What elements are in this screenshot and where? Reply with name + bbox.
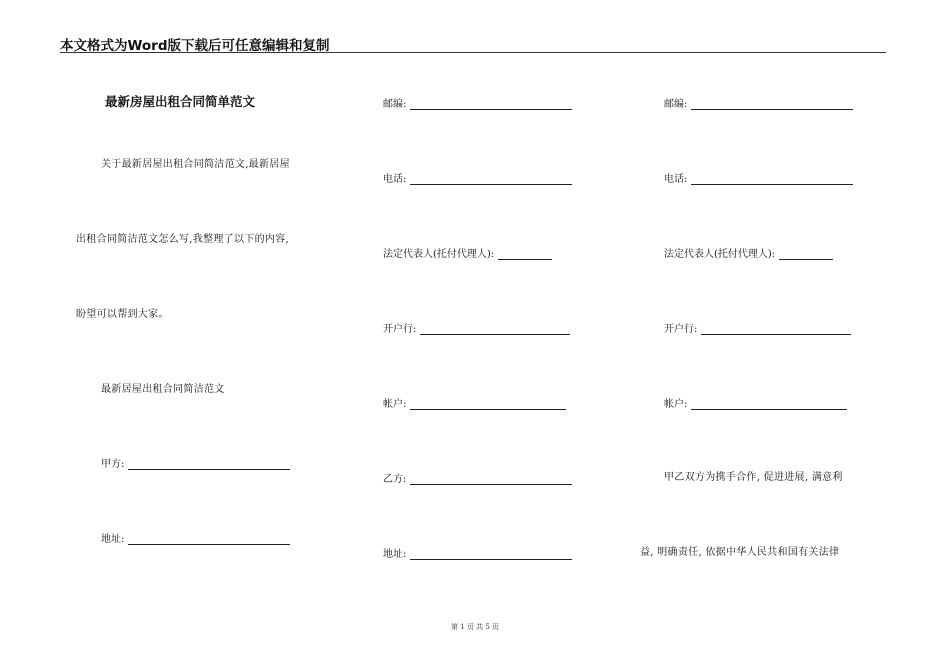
postcode-b-field: [664, 95, 853, 110]
account-b-blank: [691, 399, 847, 410]
postcode-a-label: 邮编:: [383, 99, 407, 110]
address-b-blank: [410, 549, 572, 560]
address-b-label: 地址:: [383, 549, 407, 560]
party-b-label: 乙方:: [383, 474, 407, 485]
bank-b-field: [664, 320, 851, 335]
address-b-field: [383, 545, 572, 560]
cooperation-line-1: 甲乙双方为携手合作, 促进进展, 满意利: [664, 472, 843, 483]
legal-rep-b-label: 法定代表人(托付代理人):: [664, 249, 776, 260]
page-number: 第 1 页 共 5 页: [450, 623, 500, 631]
bank-a-field: [383, 320, 570, 335]
bank-a-blank: [420, 324, 570, 335]
address-a-field: [101, 530, 290, 545]
phone-b-blank: [691, 174, 853, 185]
party-b-field: [383, 470, 572, 485]
legal-rep-a-field: [383, 245, 552, 260]
account-a-blank: [410, 399, 566, 410]
legal-rep-b-blank: [779, 249, 833, 260]
account-b-label: 帐户:: [664, 399, 688, 410]
header-title: 本文格式为Word版下载后可任意编辑和复制: [60, 38, 330, 54]
postcode-b-label: 邮编:: [664, 99, 688, 110]
legal-rep-b-field: [664, 245, 833, 260]
bank-b-blank: [701, 324, 851, 335]
party-b-blank: [410, 474, 572, 485]
phone-b-field: [664, 170, 853, 185]
party-a-blank: [128, 459, 290, 470]
postcode-b-blank: [691, 99, 853, 110]
intro-line-3: 盼望可以帮到大家。: [76, 309, 169, 320]
postcode-a-field: [383, 95, 572, 110]
phone-a-blank: [410, 174, 572, 185]
address-a-blank: [128, 534, 290, 545]
legal-rep-a-blank: [498, 249, 552, 260]
intro-line-1: 关于最新居屋出租合同简洁范文,最新居屋: [101, 159, 290, 170]
address-a-label: 地址:: [101, 534, 125, 545]
cooperation-line-2: 益, 明确责任, 依据中华人民共和国有关法律: [640, 547, 840, 558]
account-a-label: 帐户:: [383, 399, 407, 410]
phone-a-label: 电话:: [383, 174, 407, 185]
account-b-field: [664, 395, 847, 410]
bank-b-label: 开户行:: [664, 324, 698, 335]
intro-line-2: 出租合同简洁范文怎么写,我整理了以下的内容,: [76, 234, 289, 245]
phone-a-field: [383, 170, 572, 185]
account-a-field: [383, 395, 566, 410]
document-title: 最新房屋出租合同简单范文: [105, 94, 256, 109]
party-a-field: [101, 455, 290, 470]
bank-a-label: 开户行:: [383, 324, 417, 335]
legal-rep-a-label: 法定代表人(托付代理人):: [383, 249, 495, 260]
party-a-label: 甲方:: [101, 459, 125, 470]
postcode-a-blank: [410, 99, 572, 110]
contract-subtitle: 最新居屋出租合同简洁范文: [101, 384, 225, 395]
phone-b-label: 电话:: [664, 174, 688, 185]
document-header: [60, 34, 886, 53]
